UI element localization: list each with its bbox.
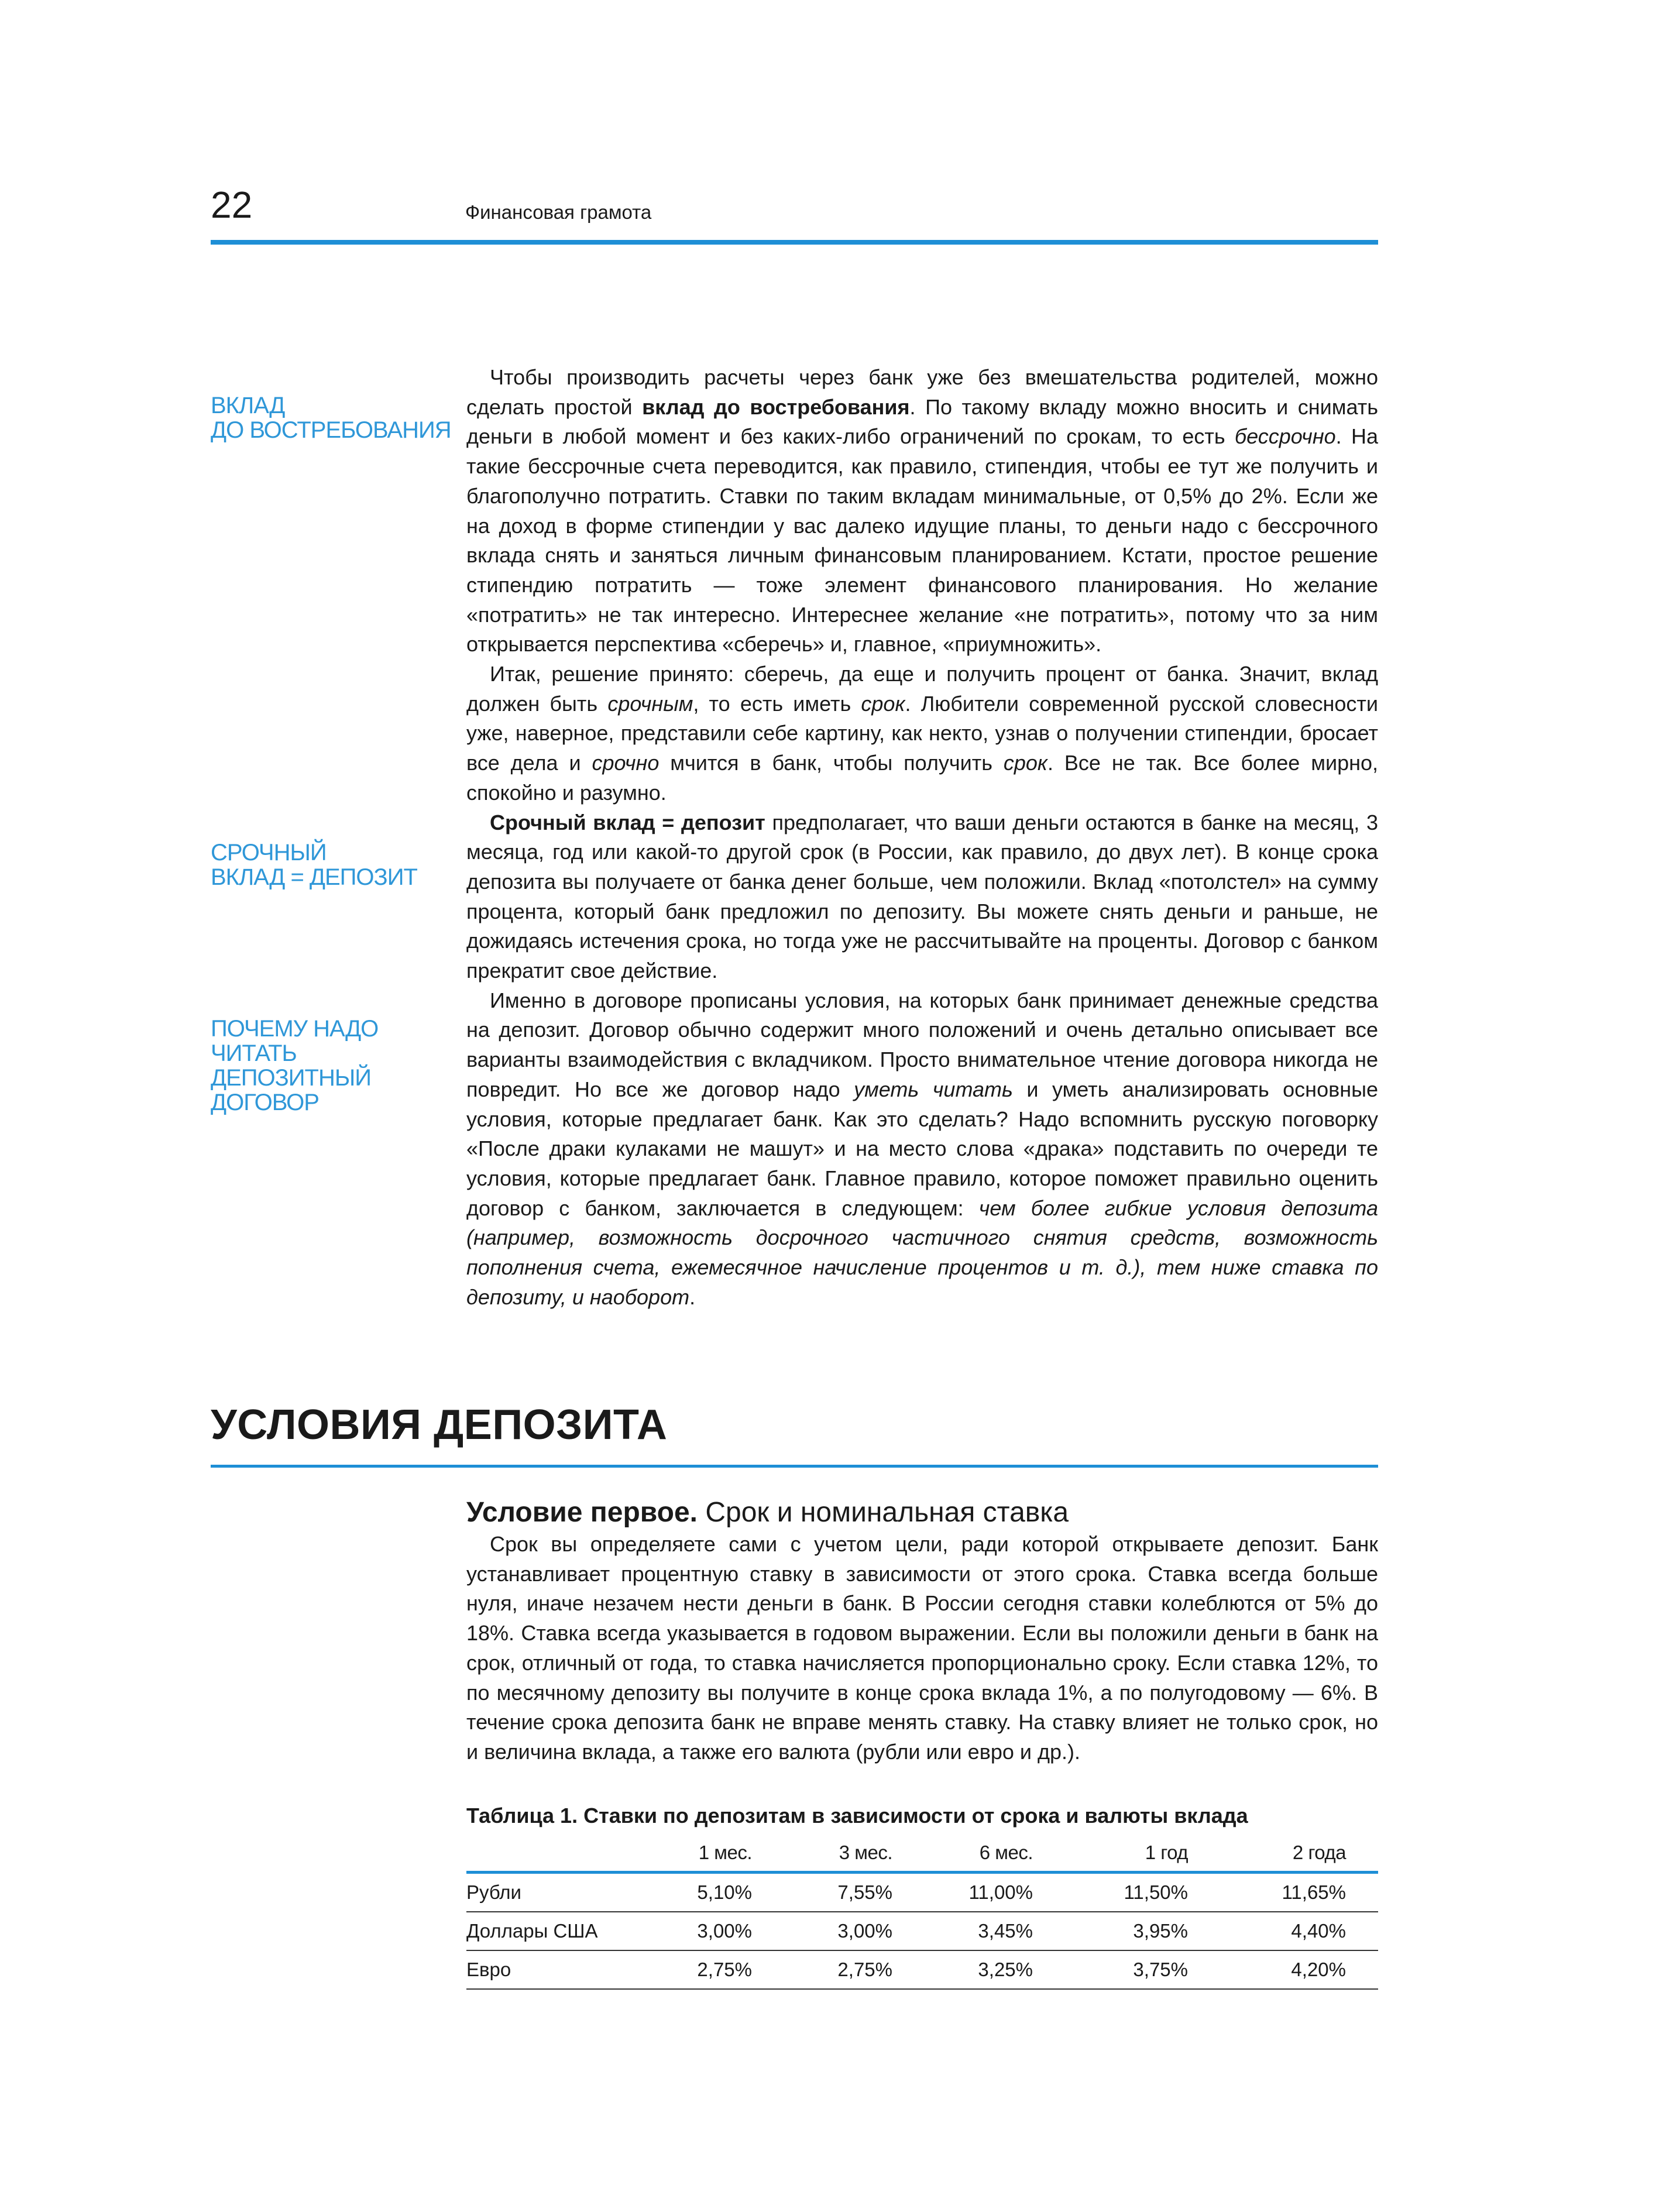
margin-note-read-contract [211, 1016, 456, 1115]
table-caption: Таблица 1. Ставки по депозитам в зависимости от срока и валюты вклада [466, 1804, 1248, 1828]
bold-term: Срочный вклад = депозит [490, 810, 765, 834]
text-run: . [689, 1284, 696, 1309]
italic-text: чем более гибкие условия депозита (например, возможность досрочного частичного снятия средств, возможность пополнения счета, ежемесячное начисление процентов и т. д.), тем ниже ставка по депозиту, и наоборот [466, 1196, 1378, 1309]
column-header: 2 года [1232, 1835, 1378, 1873]
text-run: . На такие бессрочные счета переводится, как правило, стипендия, чтобы ее тут же получить и благополучно потратить. Ставки по таким вкладам минимальные, от 0,5% до 2%. Если же на доход в форме стипендии у вас далеко идущие планы, то деньги надо с бессрочного вклада снять и заняться личным финансовым планированием. Кстати, простое решение стипендию потратить — тоже элемент финансового планирования. Но желание «потратить» не так интересно. Интереснее желание «не потратить», потому что за ним открывается перспектива «сберечь» и, главное, «приумножить». [466, 424, 1378, 657]
table-cell: 2,75% [781, 1950, 922, 1989]
paragraph [466, 986, 1378, 1313]
table-cell: 3,95% [1074, 1912, 1232, 1950]
paragraph [466, 660, 1378, 808]
table-cell: 11,00% [922, 1873, 1074, 1912]
table-row [466, 1950, 1378, 1989]
table-row [466, 1873, 1378, 1912]
margin-note-line: ДЕПОЗИТНЫЙ [211, 1065, 372, 1091]
section-title: УСЛОВИЯ ДЕПОЗИТА [211, 1402, 668, 1448]
margin-note-line: ПОЧЕМУ НАДО [211, 1016, 379, 1042]
page-number: 22 [211, 184, 253, 226]
table-cell: 3,00% [781, 1912, 922, 1950]
italic-text: срочно [592, 751, 660, 775]
text-run: . По такому вкладу можно вносить и снимать деньги в любой момент и без каких-либо ограничений по срокам, то есть [466, 394, 1378, 449]
table-header-row [466, 1835, 1378, 1873]
running-head [211, 181, 1375, 246]
body-text-lower [466, 1530, 1378, 1767]
table-cell: 2,75% [655, 1950, 781, 1989]
table-cell: 11,50% [1074, 1873, 1232, 1912]
italic-text: срок [861, 691, 905, 716]
table-cell: 3,00% [655, 1912, 781, 1950]
margin-note-line: ВКЛАД [211, 393, 285, 418]
paragraph [466, 808, 1378, 986]
table-cell: 7,55% [781, 1873, 922, 1912]
subheading [466, 1495, 1069, 1530]
bold-term: вклад до востребования [642, 394, 910, 419]
rates-table [466, 1835, 1378, 1990]
column-header: 3 мес. [781, 1835, 922, 1873]
margin-note-line: СРОЧНЫЙ [211, 840, 327, 865]
text-run: , то есть иметь [693, 691, 861, 716]
table-cell: Доллары США [466, 1912, 655, 1950]
subheading-bold: Условие первое. [466, 1497, 698, 1528]
paragraph [466, 1530, 1378, 1767]
table-cell: Рубли [466, 1873, 655, 1912]
text-run: Итак, решение принято: сберечь, да еще и получить процент от банка. Значит, вклад должен быть [466, 662, 1378, 716]
section-rule [211, 1465, 1378, 1468]
italic-text: срок [1003, 751, 1047, 775]
table-cell: 3,25% [922, 1950, 1074, 1989]
text-run: Именно в договоре прописаны условия, на которых банк принимает денежные средства на депозит. Договор обычно содержит много положений и очень детально описывает все варианты взаимодействия с вкладчиком. Просто внимательное чтение договора никогда не повредит. Но все же договор надо [466, 988, 1378, 1101]
text-run: мчится в банк, чтобы получить [659, 751, 1004, 775]
text-run: . Все не так. Все более мирно, спокойно и разумно. [466, 751, 1378, 805]
text-run: предполагает, что ваши деньги остаются в банке на месяц, 3 месяца, год или какой-то другой срок (в России, как правило, до двух лет). В конце срока депозита вы получаете от банка денег больше, чем положили. Вклад «потолстел» на сумму процента, который банк предложил по депозиту. Вы можете снять деньги и раньше, не дожидаясь истечения срока, но тогда уже не рассчитывайте на проценты. Договор с банком прекратит свое действие. [466, 810, 1379, 983]
column-header: 6 мес. [922, 1835, 1074, 1873]
table-cell: 3,75% [1074, 1950, 1232, 1989]
table-cell: 11,65% [1232, 1873, 1378, 1912]
margin-note-demand-deposit [211, 393, 456, 442]
text-run: Срок вы определяете сами с учетом цели, ради которой открываете депозит. Банк устанавливает процентную ставку в зависимости от этого срока. Ставка всегда больше нуля, иначе незачем нести деньги в банк. В России сегодня ставки колеблются от 5% до 18%. Ставка всегда указывается в годовом выражении. Если вы положили деньги в банк на срок, отличный от года, то ставка начисляется пропорционально сроку. Если ставка 12%, то по месячному депозиту вы получите в конце срока вклада 1%, а по полугодовому — 6%. В течение срока депозита банк не вправе менять ставку. На ставку влияет не только срок, но и величина вклада, а также его валюта (рубли или евро и др.). [466, 1532, 1378, 1764]
italic-text: бессрочно [1234, 424, 1336, 449]
paragraph [466, 363, 1378, 660]
italic-text: уметь читать [854, 1077, 1013, 1101]
table-cell: 3,45% [922, 1912, 1074, 1950]
margin-note-line: ЧИТАТЬ [211, 1040, 297, 1066]
body-text-upper [466, 363, 1378, 1313]
text-run: Чтобы производить расчеты через банк уже без вмешательства родителей, можно сделать простой [466, 365, 1378, 419]
table-cell: 4,40% [1232, 1912, 1378, 1950]
table-row [466, 1912, 1378, 1950]
text-run: и уметь анализировать основные условия, которые предлагает банк. Как это сделать? Надо вспомнить русскую поговорку «После драки кулаками не машут» и на место слова «драка» подставить по очереди те условия, которые предлагает банк. Главное правило, которое поможет правильно оценить договор с банком, заключается в следующем: [466, 1077, 1378, 1220]
running-title: Финансовая грамота [465, 201, 652, 223]
column-header: 1 мес. [655, 1835, 781, 1873]
table-cell: 4,20% [1232, 1950, 1378, 1989]
header-rule [211, 240, 1378, 245]
text-run: . Любители современной русской словесности уже, наверное, представили себе картину, как некто, узнав о получении стипендии, бросает все дела и [466, 691, 1378, 775]
column-header [466, 1835, 655, 1873]
margin-note-line: ДО ВОСТРЕБОВАНИЯ [211, 417, 451, 443]
italic-text: срочным [607, 691, 693, 716]
subheading-rest: Срок и номинальная ставка [698, 1497, 1069, 1528]
table-cell: 5,10% [655, 1873, 781, 1912]
margin-note-term-deposit [211, 840, 456, 889]
column-header: 1 год [1074, 1835, 1232, 1873]
table-cell: Евро [466, 1950, 655, 1989]
margin-note-line: ВКЛАД = ДЕПОЗИТ [211, 864, 417, 890]
margin-note-line: ДОГОВОР [211, 1090, 319, 1115]
